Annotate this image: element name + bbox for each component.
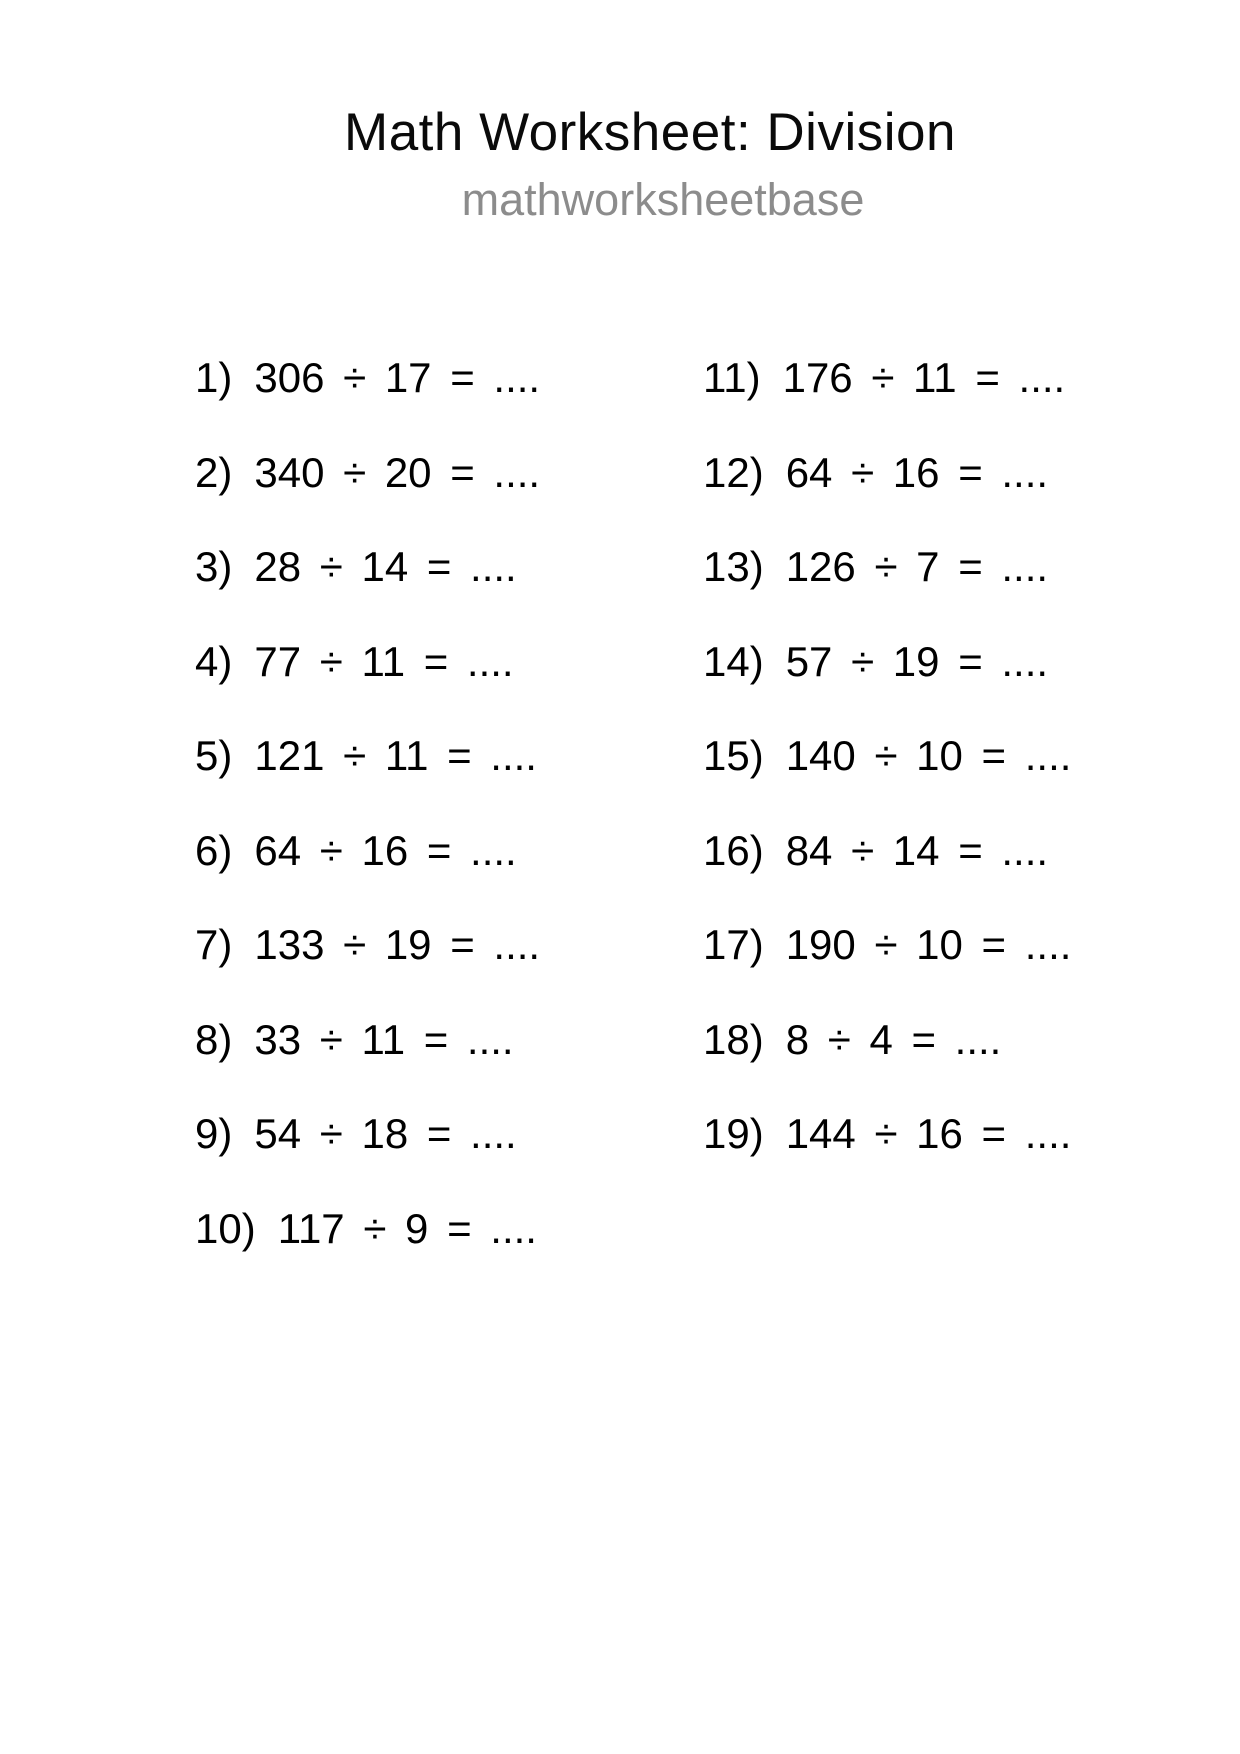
- problem-number: 3): [195, 543, 233, 590]
- problem-expression: 306 ÷ 17 = ....: [254, 354, 541, 401]
- problem-row: [195, 709, 540, 804]
- problems-column-left: [195, 331, 540, 1276]
- problem-expression: 33 ÷ 11 = ....: [254, 1015, 514, 1063]
- problems-column-right: [703, 331, 1071, 1182]
- problem-row: [703, 426, 1071, 521]
- problem-expression: 54 ÷ 18 = ....: [254, 1110, 517, 1157]
- problem-number: 11): [703, 354, 761, 401]
- problem-expression: 84 ÷ 14 = ....: [785, 826, 1049, 874]
- problem-row: [195, 1087, 540, 1182]
- problem-row: [703, 804, 1071, 899]
- problem-number: 19): [703, 1110, 764, 1157]
- problem-expression: 140 ÷ 10 = ....: [785, 732, 1072, 779]
- page-subtitle: mathworksheetbase: [461, 174, 865, 225]
- problem-expression: 121 ÷ 11 = ....: [254, 732, 537, 779]
- problem-expression: 117 ÷ 9 = ....: [277, 1204, 537, 1252]
- worksheet-header: [30, 0, 1240, 225]
- problem-expression: 176 ÷ 11 = ....: [782, 354, 1066, 401]
- problem-number: 8): [195, 1015, 233, 1063]
- problem-row: [195, 426, 540, 521]
- problem-expression: 126 ÷ 7 = ....: [785, 543, 1049, 590]
- problem-row: [195, 520, 540, 615]
- problem-row: [703, 1087, 1071, 1182]
- problem-number: 15): [703, 732, 764, 779]
- problem-row: [195, 615, 540, 710]
- problem-number: 18): [703, 1015, 764, 1063]
- problem-row: [703, 709, 1071, 804]
- problem-row: [703, 615, 1071, 710]
- problem-expression: 144 ÷ 16 = ....: [785, 1110, 1072, 1157]
- problem-expression: 77 ÷ 11 = ....: [254, 637, 514, 685]
- problem-row: [195, 1182, 540, 1277]
- problem-row: [703, 520, 1071, 615]
- problem-number: 1): [195, 354, 233, 401]
- problem-number: 6): [195, 826, 233, 874]
- problem-number: 10): [195, 1204, 256, 1252]
- problem-number: 2): [195, 448, 233, 496]
- problem-expression: 340 ÷ 20 = ....: [254, 448, 541, 496]
- problem-expression: 28 ÷ 14 = ....: [254, 543, 517, 590]
- problem-expression: 133 ÷ 19 = ....: [254, 921, 541, 968]
- problem-row: [195, 804, 540, 899]
- page-title: Math Worksheet: Division: [344, 103, 956, 162]
- problem-number: 17): [703, 921, 764, 968]
- problem-number: 12): [703, 448, 764, 496]
- problem-expression: 64 ÷ 16 = ....: [254, 826, 517, 874]
- problem-number: 7): [195, 921, 233, 968]
- problem-number: 16): [703, 826, 764, 874]
- problem-row: [195, 993, 540, 1088]
- problem-row: [703, 898, 1071, 993]
- problem-number: 9): [195, 1110, 233, 1157]
- problem-number: 4): [195, 637, 233, 685]
- problem-expression: 190 ÷ 10 = ....: [785, 921, 1072, 968]
- problem-number: 13): [703, 543, 764, 590]
- problem-number: 14): [703, 637, 764, 685]
- problem-number: 5): [195, 732, 233, 779]
- problem-row: [195, 331, 540, 426]
- problem-expression: 57 ÷ 19 = ....: [785, 637, 1049, 685]
- problem-row: [703, 993, 1071, 1088]
- problem-row: [703, 331, 1071, 426]
- problem-expression: 8 ÷ 4 = ....: [785, 1015, 1002, 1063]
- problem-row: [195, 898, 540, 993]
- problem-expression: 64 ÷ 16 = ....: [785, 448, 1049, 496]
